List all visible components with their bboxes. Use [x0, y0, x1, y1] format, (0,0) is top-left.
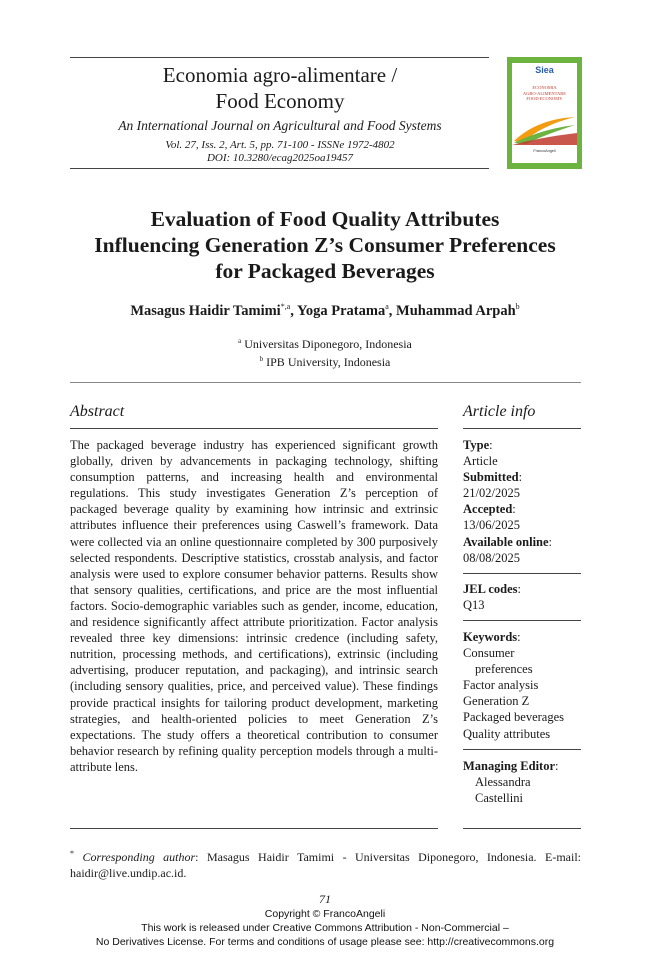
paper-title-line2: Influencing Generation Z’s Consumer Preferences — [94, 233, 556, 257]
article-info-heading: Article info — [463, 403, 536, 420]
affiliation-item — [40, 352, 610, 370]
keyword-item-continuation: preferences — [475, 662, 533, 677]
article-info-heading-rule — [463, 428, 581, 429]
article-type-value: Article — [463, 454, 498, 469]
copyright-line: Copyright © FrancoAngeli — [264, 908, 386, 920]
cover-title — [515, 85, 574, 102]
author-name: Masagus Haidir Tamimi — [130, 302, 281, 319]
footnote-text: : Masagus Haidir Tamimi - Universitas Diponegoro, Indonesia. E-mail: haidir@live.undip.ac.id. — [70, 850, 581, 880]
article-info-panel — [463, 437, 581, 566]
jel-codes-value: Q13 — [463, 598, 485, 613]
submitted-date: Submitted: — [463, 470, 523, 485]
footnote-label: Corresponding author — [82, 850, 196, 864]
accepted-value: 13/06/2025 — [463, 518, 520, 533]
journal-issue-info — [70, 139, 490, 165]
article-info-divider — [463, 573, 581, 574]
keyword-item: Factor analysis — [463, 678, 539, 693]
journal-cover-image — [507, 57, 582, 169]
journal-title — [70, 62, 490, 114]
page-number: 71 — [319, 892, 331, 906]
article-type-label: Type — [463, 438, 490, 452]
jel-codes: JEL codes: Q13 — [463, 581, 581, 613]
abstract-heading-rule — [70, 428, 438, 429]
abstract-bottom-rule — [70, 828, 438, 829]
cover-publisher: FrancoAngeli — [533, 149, 556, 153]
cover-title-line3: FOOD ECONOMY — [526, 96, 563, 101]
author-name: Muhammad Arpah — [396, 302, 516, 319]
cover-swoosh-graphic — [512, 111, 577, 145]
accepted-label: Accepted — [463, 502, 513, 517]
article-info-bottom-rule — [463, 828, 581, 829]
header-bottom-rule — [70, 168, 489, 169]
author-list — [40, 302, 610, 320]
journal-cover-page — [512, 63, 577, 163]
cover-title-line1: ECONOMIA — [532, 85, 557, 90]
author-affiliation-marker: b — [515, 302, 520, 311]
managing-editor-name-line2: Castellini — [475, 791, 523, 806]
affiliations — [40, 334, 610, 370]
submitted-value: 21/02/2025 — [463, 486, 520, 501]
affiliation-text: Universitas Diponegoro, Indonesia — [244, 337, 412, 351]
author-separator: , — [290, 302, 297, 319]
keyword-item: Consumer — [463, 646, 515, 661]
affiliation-marker: a — [238, 337, 242, 345]
keyword-item: Quality attributes — [463, 726, 551, 741]
author-affiliation-marker: *,a — [280, 302, 291, 311]
journal-title-line2: Food Economy — [215, 89, 345, 113]
section-divider — [70, 382, 581, 383]
journal-doi: DOI: 10.3280/ecag2025oa19457 — [206, 152, 354, 164]
available-online-date: Available online: — [463, 534, 553, 549]
available-online-label: Available online — [463, 534, 549, 549]
submitted-label: Submitted — [463, 470, 519, 485]
paper-title-line1: Evaluation of Food Quality Attributes — [150, 207, 500, 231]
affiliation-item — [40, 334, 610, 352]
keywords: Keywords: Consumer preferences Factor analysis Generation Z Packaged beverages Quality attributes — [463, 629, 581, 742]
managing-editor-name-line1: Alessandra — [475, 775, 531, 790]
license-notice — [0, 907, 650, 949]
cover-logo: Siea — [535, 65, 554, 75]
available-online-value: 08/08/2025 — [463, 550, 520, 565]
managing-editor-label: Managing Editor — [463, 759, 556, 773]
keyword-item: Packaged beverages — [463, 710, 564, 725]
header-top-rule — [70, 57, 489, 58]
affiliation-text: IPB University, Indonesia — [266, 355, 391, 369]
corresponding-author-footnote — [70, 846, 581, 881]
affiliation-marker: b — [259, 355, 264, 363]
author-separator: , — [388, 302, 397, 319]
paper-title — [40, 206, 610, 284]
author-name: Yoga Pratama — [297, 302, 386, 319]
accepted-date: Accepted: — [463, 502, 516, 517]
abstract-heading: Abstract — [70, 403, 125, 420]
keyword-item: Generation Z — [463, 694, 530, 709]
abstract-text: The packaged beverage industry has experienced significant growth globally, driven by advancements in packaging technology, shifting consumption patterns, and increasing health and environmental regulations. This study investigates Generation Z’s perception of packaged beverage quality by examining how intrinsic and extrinsic attributes influence their preferences using Caswell’s framework. Data were collected via an online questionnaire completed by 300 purposively selected respondents. Descriptive statistics, crosstab analysis, and factor analysis were used to explore consumer behavior patterns. Results show that sensory qualities, certifications, and price are the most influential factors. Socio-demographic variables such as gender, income, education, and residence significantly affect attribute prioritization. Factor analysis revealed three key dimensions: intrinsic credence (including safety, nutrition, processing methods, and certifications), extrinsic (including advertising, producer reputation, and packaging), and intrinsic search (including sensory qualities, price, and perceived value). These findings provide practical insights for tailoring product development, marketing strategies, and health-oriented policies to meet Generation Z’s expectations. The study offers a theoretical contribution to consumer behavior research by refining quality perception models through a multi-attribute lens. — [70, 438, 438, 774]
journal-title-line1: Economia agro-alimentare / — [162, 63, 398, 87]
jel-codes-label: JEL codes — [463, 582, 518, 596]
keywords-label: Keywords — [463, 630, 518, 644]
cover-title-line2: AGRO-ALIMENTARE — [522, 90, 567, 96]
journal-subtitle: An International Journal on Agricultural and Food Systems — [118, 118, 442, 133]
footnote-marker: * — [70, 849, 74, 858]
article-info-divider — [463, 620, 581, 621]
article-type: Type: — [463, 438, 493, 452]
managing-editor: Managing Editor: Alessandra Castellini — [463, 758, 581, 806]
journal-volume: Vol. 27, Iss. 2, Art. 5, pp. 71-100 - ISSNe 1972-4802 — [165, 139, 395, 151]
license-line1: This work is released under Creative Commons Attribution - Non-Commercial – — [141, 922, 509, 934]
article-info-divider — [463, 749, 581, 750]
author-affiliation-marker: a — [385, 302, 389, 311]
paper-title-line3: for Packaged Beverages — [215, 259, 435, 283]
license-line2: No Derivatives License. For terms and conditions of usage please see: http://creativecommons.org — [95, 936, 555, 948]
